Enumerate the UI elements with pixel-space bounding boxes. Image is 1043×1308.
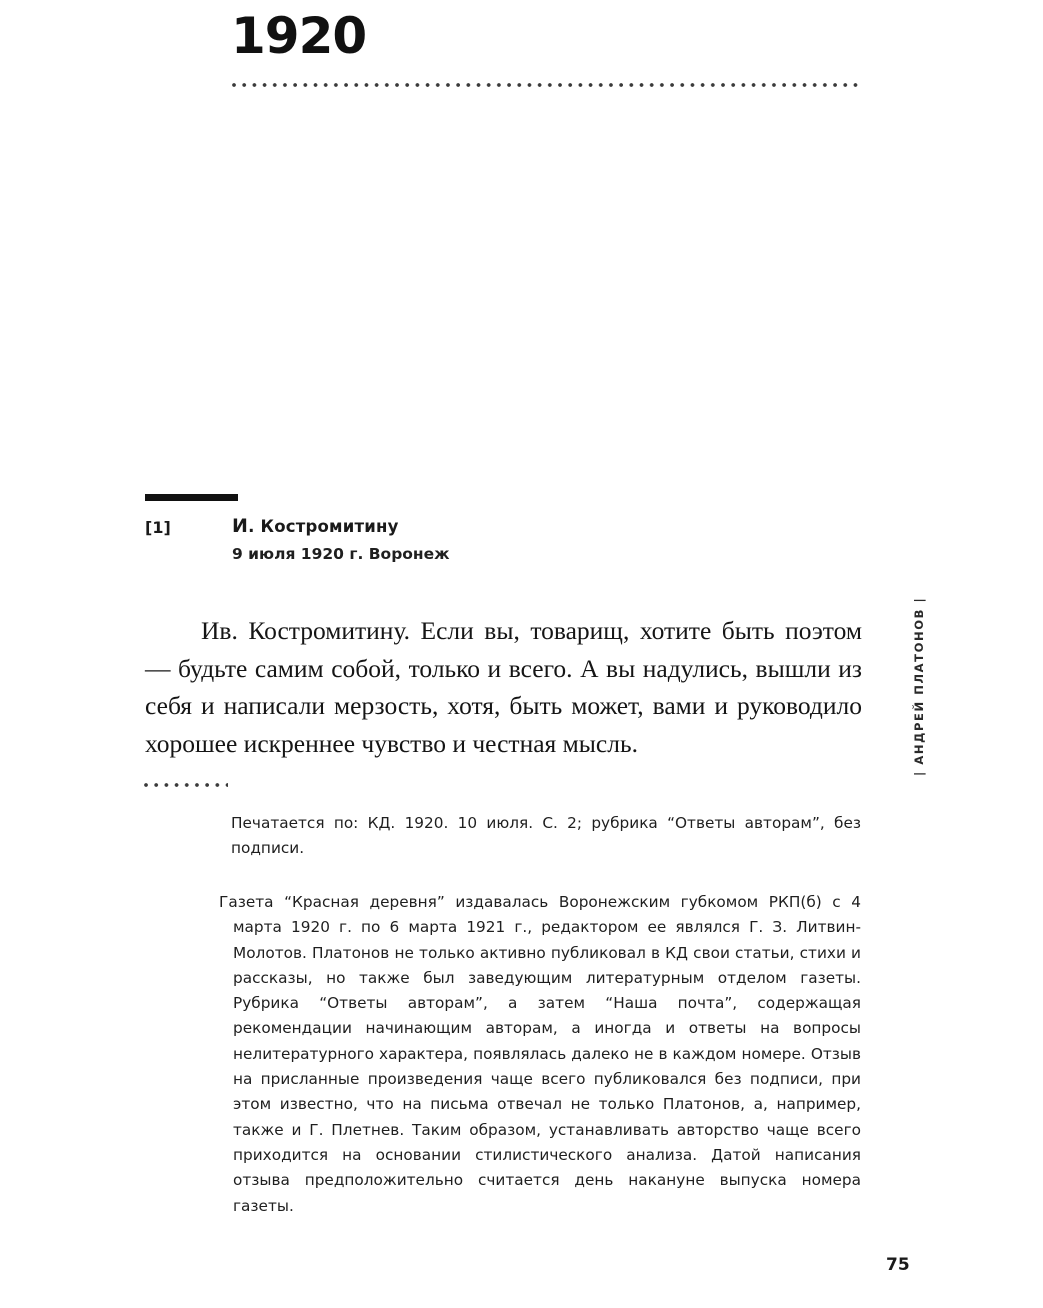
- letter-body-text: Ив. Костромитину. Если вы, товарищ, хотите быть поэтом — будьте самим собой, только и всего. А вы надулись, вышли из себя и написали мерзость, хотя, быть может, вами и руководило хорошее искреннее чувство и честная мысль.: [145, 616, 862, 758]
- entry-title: [232, 515, 399, 537]
- running-head-author: [898, 588, 926, 778]
- page-number: 75: [886, 1255, 910, 1275]
- entry-title-initial: И: [232, 515, 249, 537]
- commentary-block: [219, 890, 861, 1219]
- entry-title-rest: . Костромитину: [248, 517, 399, 536]
- dotted-rule-header: [232, 83, 862, 88]
- year-heading: 1920: [231, 7, 367, 65]
- running-head-label: | АНДРЕЙ ПЛАТОНОВ |: [912, 596, 926, 776]
- section-rule-bar: [145, 494, 238, 501]
- source-note: Печатается по: КД. 1920. 10 июля. С. 2; рубрика “Ответы авторам”, без подписи.: [231, 814, 861, 857]
- entry-dateline: 9 июля 1920 г. Воронеж: [232, 545, 450, 563]
- dotted-rule-separator: [144, 783, 228, 788]
- commentary-paragraph: Газета “Красная деревня” издавалась Воронежским губкомом РКП(б) с 4 марта 1920 г. по 6 марта 1921 г., редактором ее являлся Г. З. Литвин-Молотов. Платонов не только активно публиковал в КД свои статьи, стихи и рассказы, но также был заведующим литературным отделом газеты. Рубрика “Ответы авторам”, а затем “Наша почта”, содержащая рекомендации начинающим авторам, а иногда и ответы на вопросы нелитературного характера, появлялась далеко не в каждом номере. Отзыв на присланные произведения чаще всего публиковался без подписи, при этом известно, что на письма отвечал не только Платонов, а, например, также и Г. Плетнев. Таким образом, устанавливать авторство чаще всего приходится на основании стилистического анализа. Датой написания отзыва предположительно считается день накануне выпуска номера газеты.: [219, 893, 861, 1215]
- entry-number: [1]: [145, 518, 171, 537]
